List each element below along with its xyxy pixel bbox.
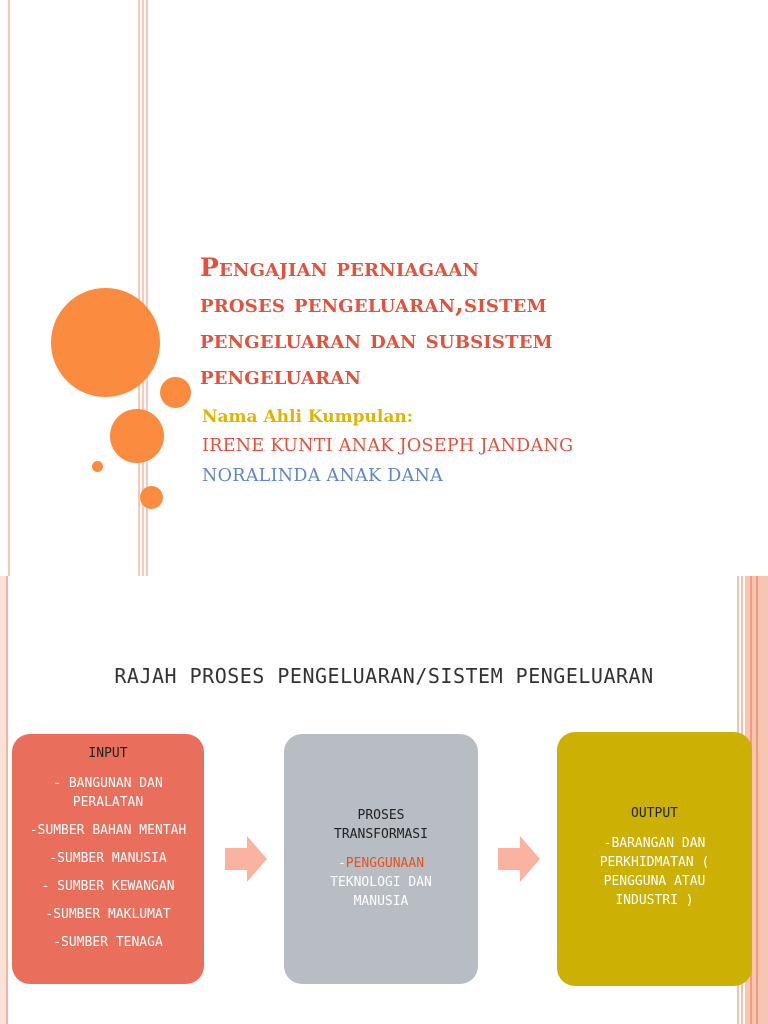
output-box [557, 732, 752, 986]
decorative-circle-large [51, 288, 160, 397]
diagram-heading: RAJAH PROSES PENGELUARAN/SISTEM PENGELUARAN [114, 664, 654, 688]
decorative-circle-small [140, 486, 163, 509]
process-title-line: PROSES [357, 808, 405, 823]
decorative-circle-tiny [92, 461, 103, 472]
output-body-line: INDUSTRI ) [615, 893, 694, 908]
process-keyword: PENGGUNAAN [345, 856, 425, 871]
process-body [284, 854, 478, 911]
process-title-line: TRANSFORMASI [334, 827, 428, 842]
output-body-line: PERKHIDMATAN ( [599, 855, 710, 870]
output-body-line: -BARANGAN DAN [603, 836, 706, 851]
process-body-line [284, 854, 478, 873]
decorative-border [756, 576, 758, 1024]
list-item: - SUMBER KEWANGAN [41, 879, 175, 894]
arrow-right-icon [225, 836, 267, 882]
process-body-line: TEKNOLOGI DAN [330, 875, 432, 890]
input-list [24, 774, 192, 952]
title-line: Pengajian perniagaan [200, 253, 480, 282]
decorative-circle-medium [110, 409, 164, 463]
member-name: IRENE KUNTI ANAK JOSEPH JANDANG [202, 436, 574, 456]
list-item: -SUMBER MANUSIA [49, 851, 167, 866]
input-box [12, 734, 204, 984]
members-label: Nama Ahli Kumpulan: [202, 407, 413, 427]
decorative-stripe [138, 0, 140, 576]
dash: - [337, 856, 346, 871]
input-title: INPUT [88, 746, 128, 761]
list-item: - BANGUNAN DAN PERALATAN [53, 776, 163, 810]
decorative-border [6, 576, 8, 1024]
diagram-slide [0, 576, 768, 1024]
slide-title [200, 250, 740, 394]
decorative-circle-small [160, 377, 191, 408]
output-body [557, 834, 752, 910]
arrow-right-icon [498, 836, 540, 882]
list-item: -SUMBER MAKLUMAT [45, 907, 171, 922]
process-box [284, 734, 478, 984]
list-item: -SUMBER BAHAN MENTAH [29, 823, 187, 838]
title-line: pengeluaran dan subsistem [200, 325, 553, 354]
process-title [284, 806, 478, 844]
output-body-line: PENGGUNA ATAU [603, 874, 706, 889]
output-title: OUTPUT [631, 806, 678, 821]
list-item: -SUMBER TENAGA [53, 935, 163, 950]
decorative-stripe [8, 0, 10, 576]
process-body-line: MANUSIA [353, 894, 409, 909]
member-name: NORALINDA ANAK DANA [202, 466, 444, 486]
title-line: pengeluaran [200, 361, 362, 390]
title-line: proses pengeluaran,sistem [200, 289, 547, 318]
